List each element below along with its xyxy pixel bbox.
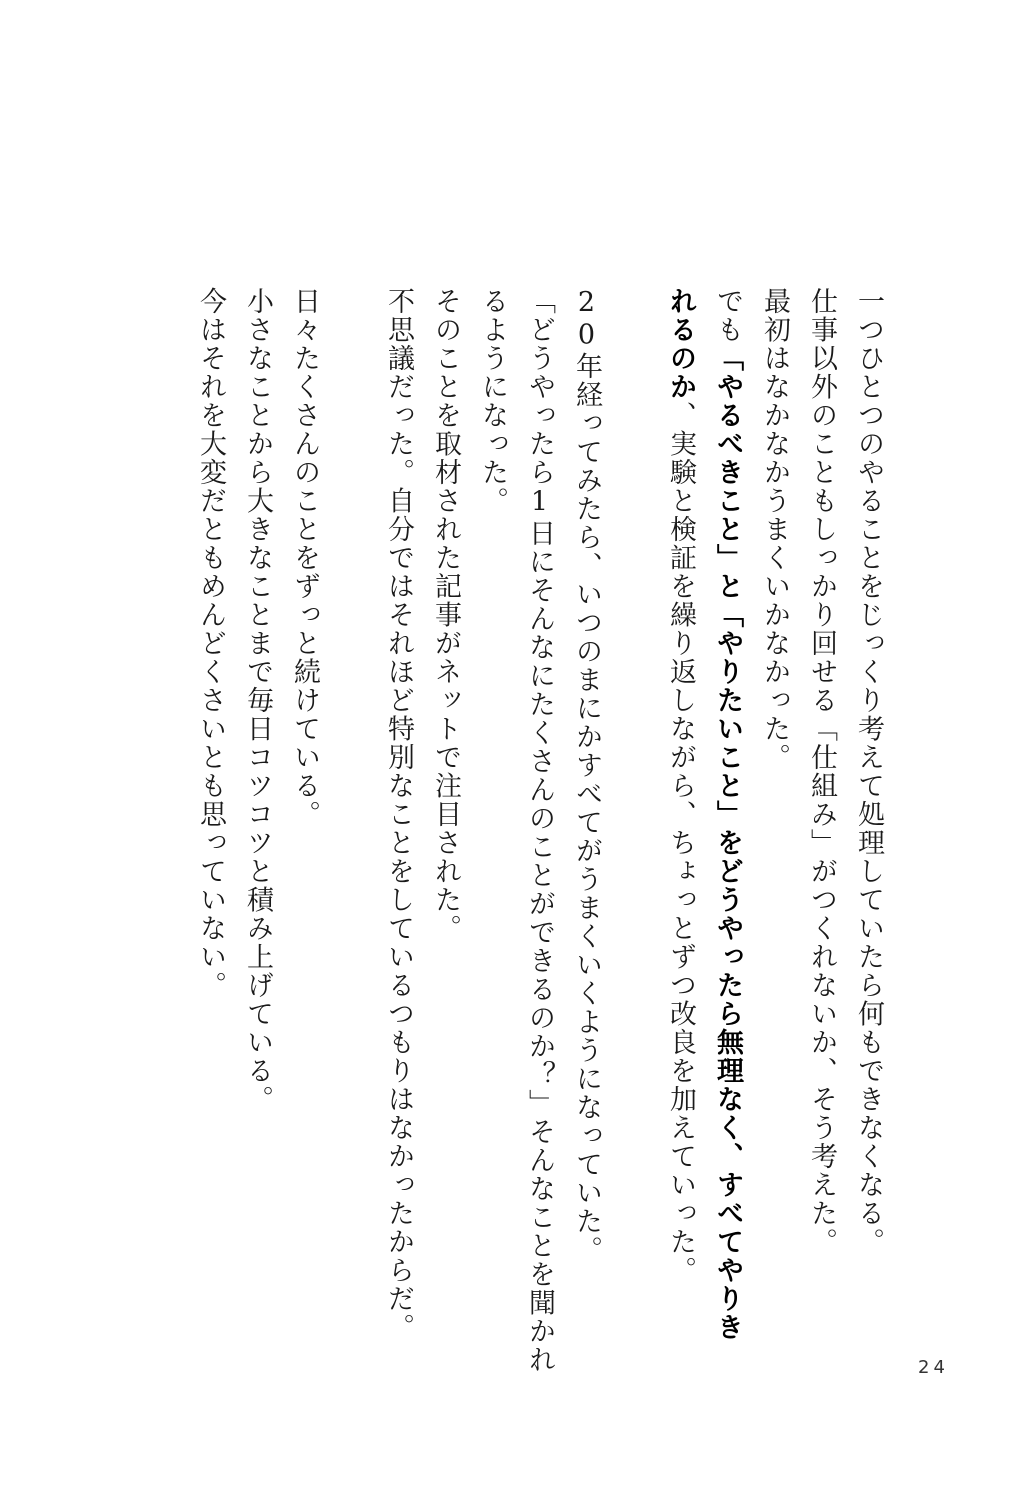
text-segment: 今はそれを大変だともめんどくさいとも思っていない。 [195,287,226,1000]
text-column [754,287,794,1347]
emphasized-text: 「やるべきこと」と「やりたいこと」をどうやったら無理なく、すべてやりき [712,344,743,1342]
text-segment: そのことを取材された記事がネットで注目された。 [430,287,461,943]
text-column [707,287,747,1347]
text-segment: 小さなことから大きなことまで毎日コツコツと積み上げている。 [242,287,273,1114]
page-number: 24 [918,1357,949,1378]
text-segment: 、実験と検証を繰り返しながら、ちょっとずつ改良を加えていった。 [665,401,696,1285]
text-column [519,287,559,1374]
text-segment: 仕事以外のこともしっかり回せる「仕組み」がつくれないか、そう考えた。 [806,287,837,1256]
text-column [284,287,324,1347]
text-column [801,287,841,1347]
text-segment: 日々たくさんのことをずっと続けている。 [289,287,320,829]
text-segment: 一つひとつのやることをじっくり考えて処理していたら何もできなくなる。 [853,287,884,1256]
text-column [660,287,700,1347]
text-column [848,287,888,1347]
text-column [566,287,606,1347]
text-segment: るようになった。 [477,287,508,515]
text-column [190,287,230,1347]
text-column [472,287,512,1347]
text-segment: 最初はなかなかうまくいかなかった。 [759,287,790,772]
text-segment: 「どうやったら1日にそんなにたくさんのことができるのか？」そんなことを聞かれ [524,287,555,1374]
text-segment: 20年経ってみたら、いつのまにかすべてがうまくいくようになっていた。 [571,287,602,1264]
text-segment: でも [712,287,743,344]
text-column [378,287,418,1347]
emphasized-text: れるのか [665,287,696,401]
text-column [237,287,277,1347]
text-segment: 不思議だった。自分ではそれほど特別なことをしているつもりはなかったからだ。 [383,287,414,1342]
text-column [425,287,465,1347]
